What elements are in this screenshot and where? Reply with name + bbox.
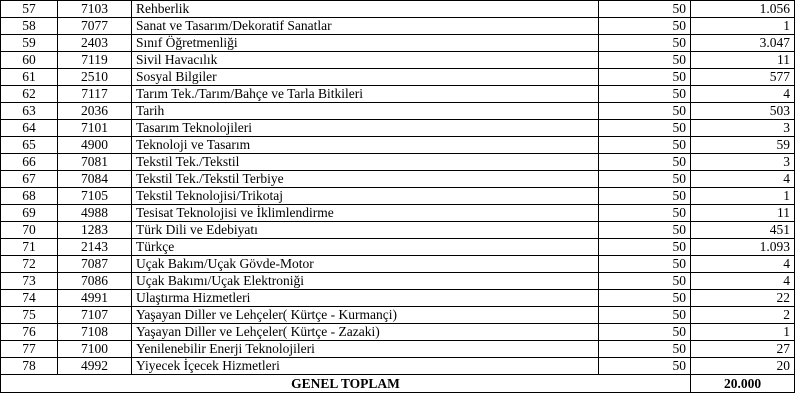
quota-cell: 50 <box>599 307 691 324</box>
row-number-cell: 66 <box>1 154 58 171</box>
quota-cell: 50 <box>599 120 691 137</box>
row-number-cell: 69 <box>1 205 58 222</box>
row-number-cell: 67 <box>1 171 58 188</box>
row-number-cell: 70 <box>1 222 58 239</box>
table-row <box>1 341 795 358</box>
count-cell: 4 <box>691 256 795 273</box>
quota-cell: 50 <box>599 358 691 375</box>
count-cell: 4 <box>691 86 795 103</box>
program-name-cell: Yiyecek İçecek Hizmetleri <box>132 358 599 375</box>
count-cell: 1 <box>691 324 795 341</box>
program-name-cell: Teknoloji ve Tasarım <box>132 137 599 154</box>
row-number-cell: 78 <box>1 358 58 375</box>
table-row <box>1 154 795 171</box>
program-code-cell: 7077 <box>58 18 132 35</box>
row-number-cell: 75 <box>1 307 58 324</box>
total-value: 20.000 <box>691 375 795 393</box>
program-code-cell: 4988 <box>58 205 132 222</box>
table-row <box>1 290 795 307</box>
program-name-cell: Yaşayan Diller ve Lehçeler( Kürtçe - Zazaki) <box>132 324 599 341</box>
row-number-cell: 65 <box>1 137 58 154</box>
table-row <box>1 324 795 341</box>
count-cell: 3 <box>691 120 795 137</box>
program-name-cell: Ulaştırma Hizmetleri <box>132 290 599 307</box>
program-name-cell: Tasarım Teknolojileri <box>132 120 599 137</box>
program-name-cell: Tekstil Tek./Tekstil Terbiye <box>132 171 599 188</box>
count-cell: 22 <box>691 290 795 307</box>
row-number-cell: 57 <box>1 1 58 18</box>
quota-cell: 50 <box>599 273 691 290</box>
quota-cell: 50 <box>599 222 691 239</box>
row-number-cell: 58 <box>1 18 58 35</box>
table-row <box>1 239 795 256</box>
table-body <box>1 1 795 393</box>
table-row <box>1 188 795 205</box>
program-code-cell: 7081 <box>58 154 132 171</box>
table-row <box>1 69 795 86</box>
total-row <box>1 375 795 393</box>
program-name-cell: Uçak Bakımı/Uçak Elektroniği <box>132 273 599 290</box>
row-number-cell: 71 <box>1 239 58 256</box>
count-cell: 4 <box>691 171 795 188</box>
quota-cell: 50 <box>599 188 691 205</box>
program-name-cell: Tekstil Teknolojisi/Trikotaj <box>132 188 599 205</box>
row-number-cell: 73 <box>1 273 58 290</box>
quota-cell: 50 <box>599 290 691 307</box>
program-name-cell: Sosyal Bilgiler <box>132 69 599 86</box>
count-cell: 11 <box>691 205 795 222</box>
table-row <box>1 358 795 375</box>
row-number-cell: 76 <box>1 324 58 341</box>
table-row <box>1 273 795 290</box>
count-cell: 451 <box>691 222 795 239</box>
program-code-cell: 1283 <box>58 222 132 239</box>
program-code-cell: 7087 <box>58 256 132 273</box>
program-code-cell: 7107 <box>58 307 132 324</box>
row-number-cell: 59 <box>1 35 58 52</box>
total-label: GENEL TOPLAM <box>1 375 691 393</box>
table-row <box>1 1 795 18</box>
table-row <box>1 205 795 222</box>
table-row <box>1 120 795 137</box>
table-row <box>1 171 795 188</box>
program-code-cell: 2403 <box>58 35 132 52</box>
table-row <box>1 103 795 120</box>
program-code-cell: 4900 <box>58 137 132 154</box>
table-row <box>1 35 795 52</box>
program-name-cell: Tarih <box>132 103 599 120</box>
count-cell: 1 <box>691 18 795 35</box>
count-cell: 20 <box>691 358 795 375</box>
count-cell: 3.047 <box>691 35 795 52</box>
quota-cell: 50 <box>599 324 691 341</box>
count-cell: 577 <box>691 69 795 86</box>
program-name-cell: Tesisat Teknolojisi ve İklimlendirme <box>132 205 599 222</box>
table-row <box>1 137 795 154</box>
count-cell: 27 <box>691 341 795 358</box>
count-cell: 1 <box>691 188 795 205</box>
program-name-cell: Yenilenebilir Enerji Teknolojileri <box>132 341 599 358</box>
program-code-cell: 2510 <box>58 69 132 86</box>
quota-cell: 50 <box>599 69 691 86</box>
program-name-cell: Türkçe <box>132 239 599 256</box>
program-name-cell: Sanat ve Tasarım/Dekoratif Sanatlar <box>132 18 599 35</box>
program-name-cell: Sınıf Öğretmenliği <box>132 35 599 52</box>
quota-cell: 50 <box>599 18 691 35</box>
program-code-cell: 4992 <box>58 358 132 375</box>
row-number-cell: 68 <box>1 188 58 205</box>
count-cell: 3 <box>691 154 795 171</box>
count-cell: 59 <box>691 137 795 154</box>
program-code-cell: 4991 <box>58 290 132 307</box>
count-cell: 1.093 <box>691 239 795 256</box>
program-code-cell: 7119 <box>58 52 132 69</box>
quota-cell: 50 <box>599 256 691 273</box>
quota-cell: 50 <box>599 205 691 222</box>
quota-cell: 50 <box>599 35 691 52</box>
count-cell: 503 <box>691 103 795 120</box>
quota-cell: 50 <box>599 52 691 69</box>
program-code-cell: 7100 <box>58 341 132 358</box>
count-cell: 11 <box>691 52 795 69</box>
row-number-cell: 62 <box>1 86 58 103</box>
table-row <box>1 18 795 35</box>
quota-cell: 50 <box>599 171 691 188</box>
count-cell: 4 <box>691 273 795 290</box>
program-code-cell: 7084 <box>58 171 132 188</box>
row-number-cell: 64 <box>1 120 58 137</box>
quota-cell: 50 <box>599 341 691 358</box>
row-number-cell: 72 <box>1 256 58 273</box>
program-code-cell: 2143 <box>58 239 132 256</box>
program-name-cell: Türk Dili ve Edebiyatı <box>132 222 599 239</box>
program-code-cell: 7108 <box>58 324 132 341</box>
row-number-cell: 60 <box>1 52 58 69</box>
quota-cell: 50 <box>599 239 691 256</box>
program-name-cell: Tekstil Tek./Tekstil <box>132 154 599 171</box>
row-number-cell: 74 <box>1 290 58 307</box>
table-row <box>1 86 795 103</box>
row-number-cell: 77 <box>1 341 58 358</box>
program-name-cell: Rehberlik <box>132 1 599 18</box>
count-cell: 2 <box>691 307 795 324</box>
program-name-cell: Tarım Tek./Tarım/Bahçe ve Tarla Bitkileri <box>132 86 599 103</box>
quota-cell: 50 <box>599 86 691 103</box>
row-number-cell: 61 <box>1 69 58 86</box>
program-code-cell: 7103 <box>58 1 132 18</box>
quota-cell: 50 <box>599 103 691 120</box>
table-row <box>1 307 795 324</box>
program-name-cell: Sivil Havacılık <box>132 52 599 69</box>
program-code-cell: 7105 <box>58 188 132 205</box>
program-code-cell: 7117 <box>58 86 132 103</box>
program-code-cell: 7086 <box>58 273 132 290</box>
quota-cell: 50 <box>599 154 691 171</box>
program-code-cell: 2036 <box>58 103 132 120</box>
table-row <box>1 52 795 69</box>
program-name-cell: Yaşayan Diller ve Lehçeler( Kürtçe - Kurmançi) <box>132 307 599 324</box>
quota-cell: 50 <box>599 137 691 154</box>
quota-cell: 50 <box>599 1 691 18</box>
program-code-cell: 7101 <box>58 120 132 137</box>
count-cell: 1.056 <box>691 1 795 18</box>
table-row <box>1 256 795 273</box>
table-row <box>1 222 795 239</box>
program-name-cell: Uçak Bakım/Uçak Gövde-Motor <box>132 256 599 273</box>
row-number-cell: 63 <box>1 103 58 120</box>
